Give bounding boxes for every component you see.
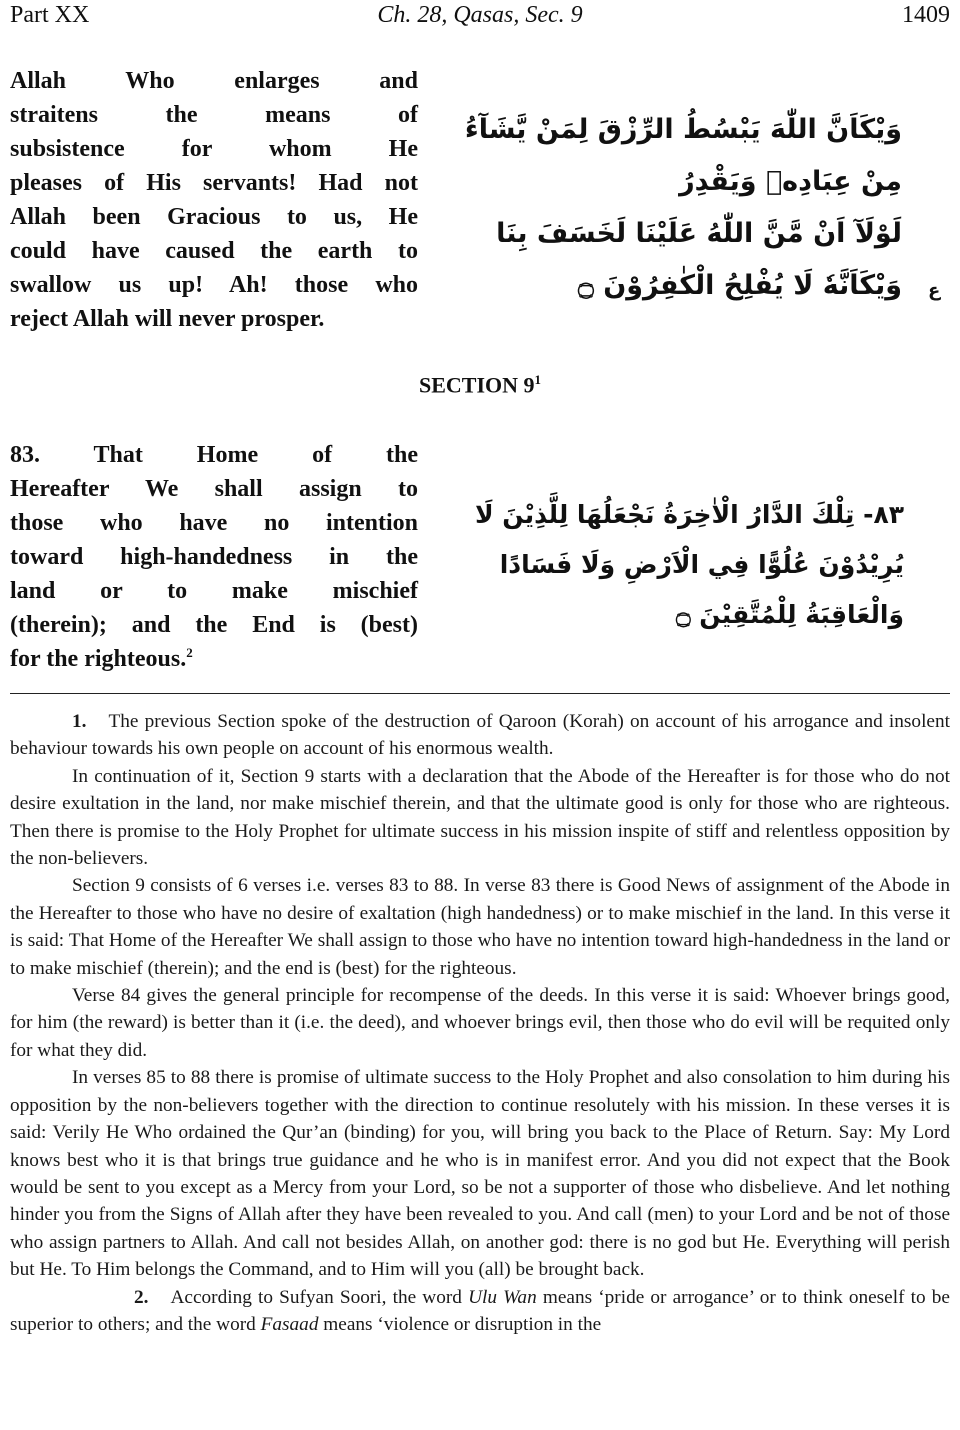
- verse-line: 83. That Home of the: [10, 442, 418, 468]
- section-heading: [0, 372, 960, 398]
- footnote-text: The previous Section spoke of the destruction of Qaroon (Korah) on account of his arrogance and insolent behaviour towards his own people on account of his enormous wealth.: [10, 711, 950, 760]
- page-header: [10, 2, 950, 36]
- footnote-text: According to Sufyan Soori, the word: [170, 1286, 469, 1308]
- footnote-number: 1.: [72, 711, 87, 732]
- verse-line: subsistence for whom He: [10, 136, 418, 162]
- verse-line: those who have no intention: [10, 510, 418, 536]
- verse-line-text: for the righteous.: [10, 646, 187, 672]
- verse-82-english: [10, 64, 418, 336]
- arabic-line: يُرِيْدُوْنَ عُلُوًّا فِي الْاَرْضِ وَلَا فَسَادًا: [499, 550, 904, 579]
- verse-line: [10, 642, 418, 676]
- verse-line: could have caused the earth to: [10, 238, 418, 264]
- arabic-line: مِنْ عِبَادِهٖ وَيَقْدِرُ: [679, 166, 902, 197]
- page-number: 1409: [902, 2, 950, 28]
- verse-line: Allah Who enlarges and: [10, 68, 418, 94]
- verse-line: (therein); and the End is (best): [10, 612, 418, 638]
- footnotes: [10, 708, 950, 1338]
- footnote-1-para-3: Section 9 consists of 6 verses i.e. verses 83 to 88. In verse 83 there is Good News of assignment of the Abode in the Hereafter to those who have no desire of exaltation (high handedness) or to make mischief in the land. In this verse it is said: That Home of the Hereafter We shall assign to those who have no intention toward high-handedness in the land or to make mischief (therein); and the end is (best) for the righteous.: [10, 875, 950, 979]
- verse-line: land or to make mischief: [10, 578, 418, 604]
- section-title: SECTION 9: [418, 372, 535, 398]
- chapter-title: Ch. 28, Qasas, Sec. 9: [377, 2, 583, 28]
- verse-line: straitens the means of: [10, 102, 418, 128]
- verse-line: toward high-handedness in the: [10, 544, 418, 570]
- arabic-term: Fasaad: [260, 1313, 319, 1335]
- arabic-line: وَالْعَاقِبَةُ لِلْمُتَّقِيْنَ ۝: [675, 600, 904, 629]
- footnote-1-para-1: [10, 708, 950, 763]
- footnote-1-para-2: In continuation of it, Section 9 starts with a declaration that the Abode of the Hereafter is for those who do not desire exultation in the land, nor make mischief therein, and that the ultimate good is only for those who are righteous. Then there is promise to the Holy Prophet for ultimate success in his mission inspite of stiff and relentless opposition by the non-believers.: [10, 765, 950, 870]
- footnote-text: means ‘violence or disruption in the: [318, 1313, 602, 1335]
- verse-line: reject Allah will never prosper.: [10, 306, 325, 332]
- part-label: Part XX: [10, 2, 90, 28]
- verse-83-arabic: [474, 490, 904, 640]
- verse-83-english: [10, 438, 418, 676]
- footnote-number: 2.: [134, 1286, 149, 1308]
- ruku-marker: ع: [928, 280, 941, 301]
- verse-line: swallow us up! Ah! those who: [10, 272, 418, 298]
- arabic-line: لَوْلَآ اَنْ مَّنَّ اللّٰهُ عَلَيْنَا لَخَسَفَ بِنَا: [496, 218, 902, 249]
- footnote-1-para-4: Verse 84 gives the general principle for recompense of the deeds. In this verse it is said: Whoever brings good, for him (the reward) is better than it (i.e. the deed), and whoever brings evil, then those who do evil will be requited only for what they did.: [10, 985, 950, 1061]
- verse-line: Hereafter We shall assign to: [10, 476, 418, 502]
- footnote-ref: 1: [534, 372, 542, 387]
- arabic-term: Ulu Wan: [468, 1286, 537, 1308]
- verse-line: pleases of His servants! Had not: [10, 170, 418, 196]
- arabic-line: وَيْكَاَنَّ اللّٰهَ يَبْسُطُ الرِّزْقَ لِمَنْ يَّشَآءُ: [464, 114, 902, 145]
- arabic-line: ٨٣- تِلْكَ الدَّارُ الْاٰخِرَةُ نَجْعَلُهَا لِلَّذِيْنَ لَا: [474, 500, 904, 529]
- arabic-line: وَيْكَاَنَّهٗ لَا يُفْلِحُ الْكٰفِرُوْنَ ۝: [577, 270, 902, 301]
- footnote-divider: [10, 693, 950, 694]
- footnote-text: means ‘pride or arrogance’ or to think oneself to be superior to others; and the word: [10, 1286, 950, 1335]
- footnote-2: [10, 1284, 950, 1339]
- verse-82-arabic: [464, 104, 902, 312]
- footnote-ref: 2: [186, 645, 193, 660]
- verse-line: Allah been Gracious to us, He: [10, 204, 418, 230]
- footnote-1-para-5: In verses 85 to 88 there is promise of ultimate success to the Holy Prophet and also consolation to him during his opposition by the non-believers together with the direction to continue resolutely with his mission. In these verses it is said: Verily He Who ordained the Qur’an (binding) for you, will bring you back to the Place of Return. Say: My Lord knows best who it is that brings true guidance and he who is in manifest error. And you did not expect that the Book would be sent to you except as a Mercy from your Lord, so be not a supporter of those who disbelieve. And let nothing hinder you from the Signs of Allah after they have been revealed to you. And call (men) to your Lord and be not of those who assign partners to Allah. And call not besides Allah, on another god: there is no god but He. Everything will perish but He. To Him belongs the Command, and to Him will you (all) be brought back.: [10, 1067, 950, 1281]
